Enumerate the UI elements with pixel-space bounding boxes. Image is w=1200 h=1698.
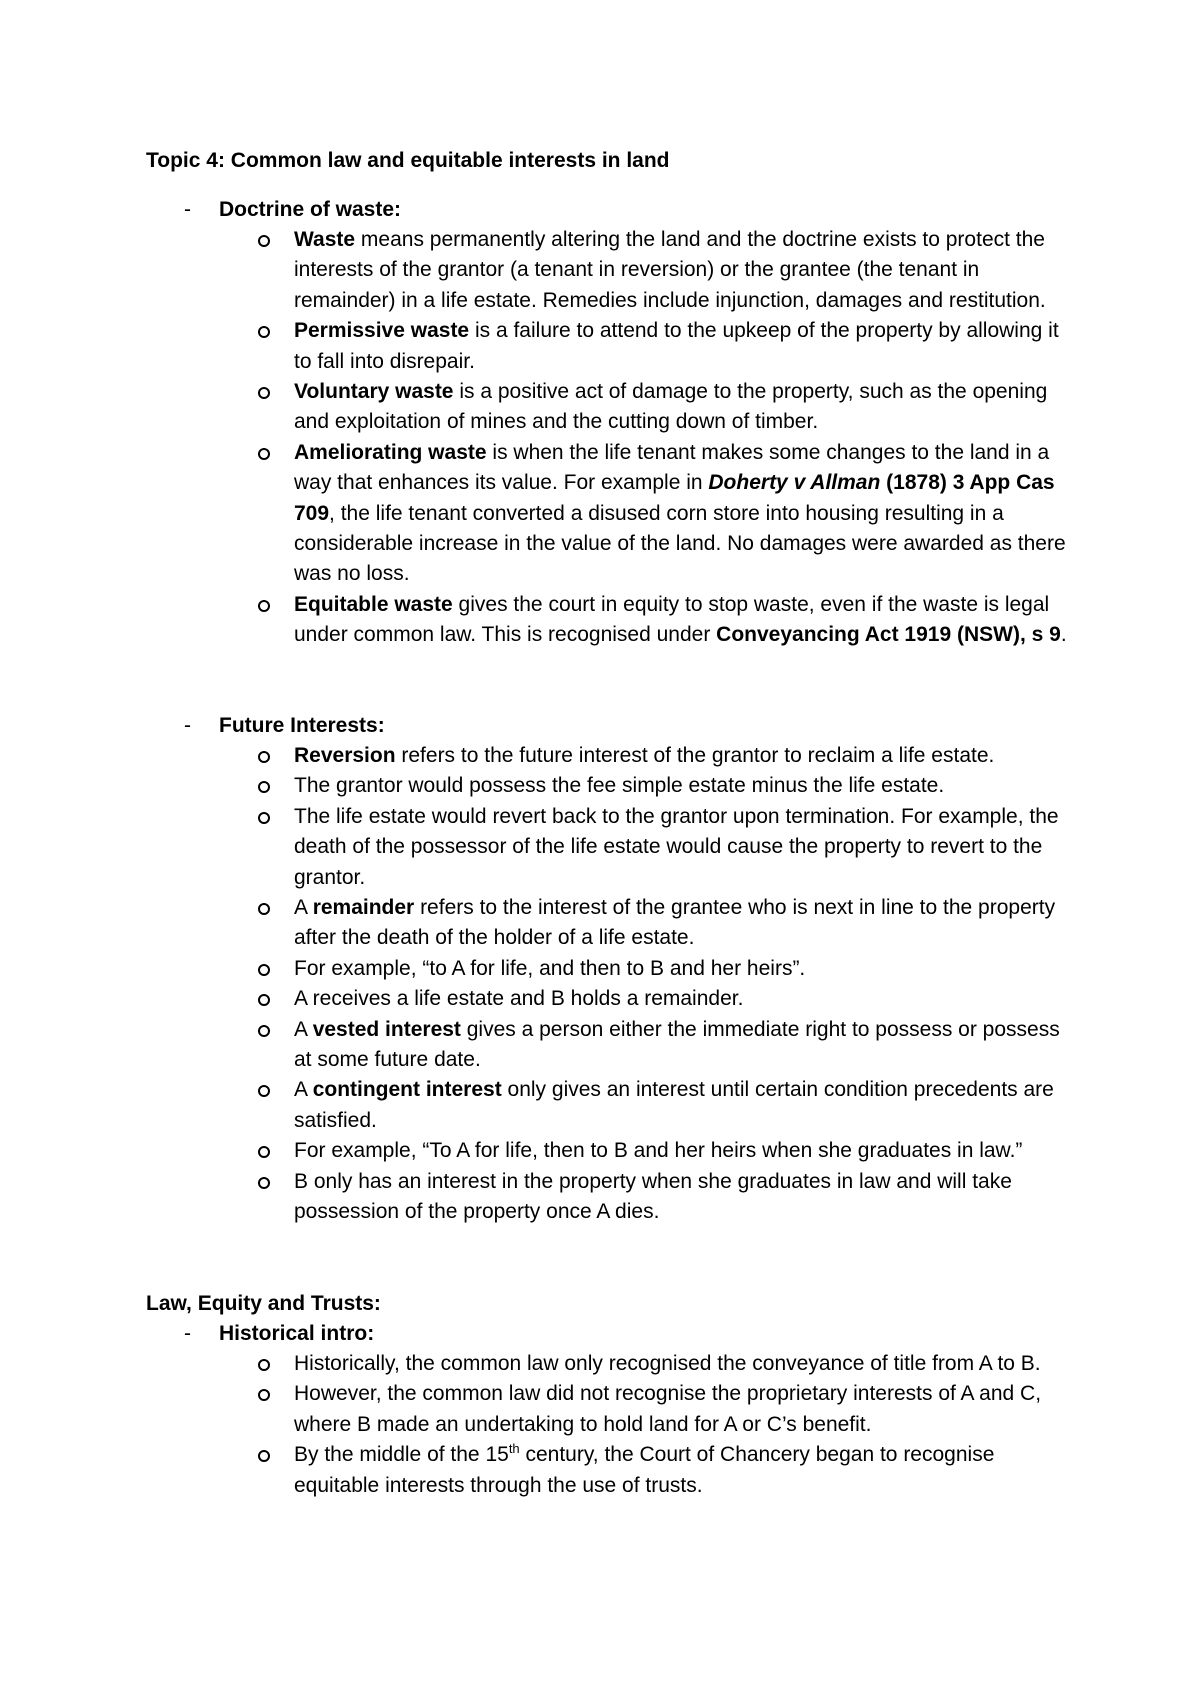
item-text: gives the court in equity to stop waste, even if the waste is legal under common law. This is recognised under	[294, 592, 1050, 647]
item-text: century, the Court of Chancery began to recognise equitable interests through the use of trusts.	[294, 1443, 995, 1497]
future-interests-list	[0, 741, 1200, 1228]
hollow-circle-bullet-icon	[258, 1085, 270, 1097]
case-name: Doherty v Allman	[708, 471, 881, 495]
item-text: is a failure to attend to the upkeep of the property by allowing it to fall into disrepair.	[294, 319, 1059, 373]
list-item	[0, 771, 1200, 801]
term: Reversion	[294, 744, 396, 767]
superscript: th	[508, 1441, 520, 1457]
list-item	[0, 1015, 1200, 1076]
hollow-circle-bullet-icon	[258, 1177, 270, 1189]
term: vested interest	[312, 1017, 461, 1041]
item-prefix: A	[294, 1017, 313, 1041]
dash-bullet: -	[184, 198, 191, 221]
case-citation: (1878) 3 App Cas 709	[294, 471, 1055, 525]
list-item	[0, 1349, 1200, 1379]
item-text: For example, “To A for life, then to B and her heirs when she graduates in law.”	[294, 1139, 1023, 1163]
term: Waste	[294, 228, 356, 251]
list-item	[0, 590, 1200, 651]
item-text: refers to the interest of the grantee who is next in line to the property after the death of the holder of a life estate.	[294, 896, 1056, 950]
item-text: gives a person either the immediate right to possess or possess at some future date.	[294, 1017, 1060, 1072]
item-text: means permanently altering the land and the doctrine exists to protect the interests of the grantor (a tenant in reversion) or the grantee (the tenant in remainder) in a life estate. Remedies include injunction, damages and restitution.	[294, 228, 1046, 312]
list-item	[0, 438, 1200, 590]
section-heading: Law, Equity and Trusts:	[146, 1292, 381, 1315]
hollow-circle-bullet-icon	[258, 1025, 270, 1037]
item-text: For example, “to A for life, and then to B and her heirs”.	[294, 956, 806, 980]
item-text: , the life tenant converted a disused corn store into housing resulting in a considerable increase in the value of the land. No damages were awarded as there was no loss.	[294, 501, 1066, 586]
hollow-circle-bullet-icon	[258, 600, 270, 612]
hollow-circle-bullet-icon	[258, 235, 270, 247]
item-text: A receives a life estate and B holds a remainder.	[294, 987, 744, 1011]
item-text: is when the life tenant makes some changes to the land in a way that enhances its value. For example in	[294, 440, 1050, 495]
section-title: Future Interests:	[219, 714, 385, 737]
item-text: is a positive act of damage to the property, such as the opening and exploitation of mines and the cutting down of timber.	[294, 380, 1048, 434]
list-item	[0, 225, 1200, 316]
item-text: However, the common law did not recognise the proprietary interests of A and C, where B made an undertaking to hold land for A or C’s benefit.	[294, 1382, 1042, 1436]
list-item	[0, 316, 1200, 377]
item-prefix: A	[294, 896, 313, 920]
hollow-circle-bullet-icon	[258, 1146, 270, 1158]
hollow-circle-bullet-icon	[258, 751, 270, 763]
dash-bullet: -	[184, 1322, 191, 1345]
section-title: Doctrine of waste:	[219, 198, 402, 221]
item-text: The life estate would revert back to the grantor upon termination. For example, the death of the possessor of the life estate would cause the property to revert to the grantor.	[294, 804, 1059, 889]
item-text: .	[1060, 623, 1067, 647]
historical-list	[0, 1349, 1200, 1501]
page-title: Topic 4: Common law and equitable interests in land	[146, 149, 670, 172]
list-item	[0, 984, 1200, 1014]
hollow-circle-bullet-icon	[258, 1450, 270, 1462]
item-text: By the middle of the 15	[294, 1443, 509, 1467]
list-item	[0, 954, 1200, 984]
hollow-circle-bullet-icon	[258, 964, 270, 976]
waste-list	[0, 225, 1200, 651]
list-item	[0, 741, 1200, 771]
item-text: Historically, the common law only recognised the conveyance of title from A to B.	[294, 1352, 1041, 1375]
term: remainder	[312, 896, 415, 920]
hollow-circle-bullet-icon	[258, 326, 270, 338]
list-item	[0, 802, 1200, 893]
statute-citation: Conveyancing Act 1919 (NSW), s 9	[716, 623, 1061, 647]
term: Ameliorating waste	[294, 440, 487, 464]
item-text: refers to the future interest of the grantor to reclaim a life estate.	[395, 744, 995, 767]
term: Equitable waste	[294, 592, 453, 616]
term: Voluntary waste	[294, 380, 454, 404]
list-item	[0, 1167, 1200, 1228]
list-item	[0, 1440, 1200, 1501]
hollow-circle-bullet-icon	[258, 448, 270, 460]
item-text: The grantor would possess the fee simple estate minus the life estate.	[294, 774, 945, 798]
dash-bullet: -	[184, 714, 191, 737]
list-item	[0, 893, 1200, 954]
list-item	[0, 377, 1200, 438]
section-title: Historical intro:	[219, 1322, 375, 1345]
list-item	[0, 1075, 1200, 1136]
hollow-circle-bullet-icon	[258, 994, 270, 1006]
hollow-circle-bullet-icon	[258, 812, 270, 824]
term: Permissive waste	[294, 319, 470, 343]
hollow-circle-bullet-icon	[258, 1359, 270, 1371]
item-prefix: A	[294, 1078, 313, 1102]
item-text: only gives an interest until certain condition precedents are satisfied.	[294, 1078, 1054, 1132]
hollow-circle-bullet-icon	[258, 781, 270, 793]
list-item	[0, 1136, 1200, 1166]
item-text: B only has an interest in the property when she graduates in law and will take possession of the property once A dies.	[294, 1169, 1012, 1224]
hollow-circle-bullet-icon	[258, 1389, 270, 1401]
term: contingent interest	[312, 1078, 502, 1102]
hollow-circle-bullet-icon	[258, 903, 270, 915]
hollow-circle-bullet-icon	[258, 387, 270, 399]
list-item	[0, 1379, 1200, 1440]
